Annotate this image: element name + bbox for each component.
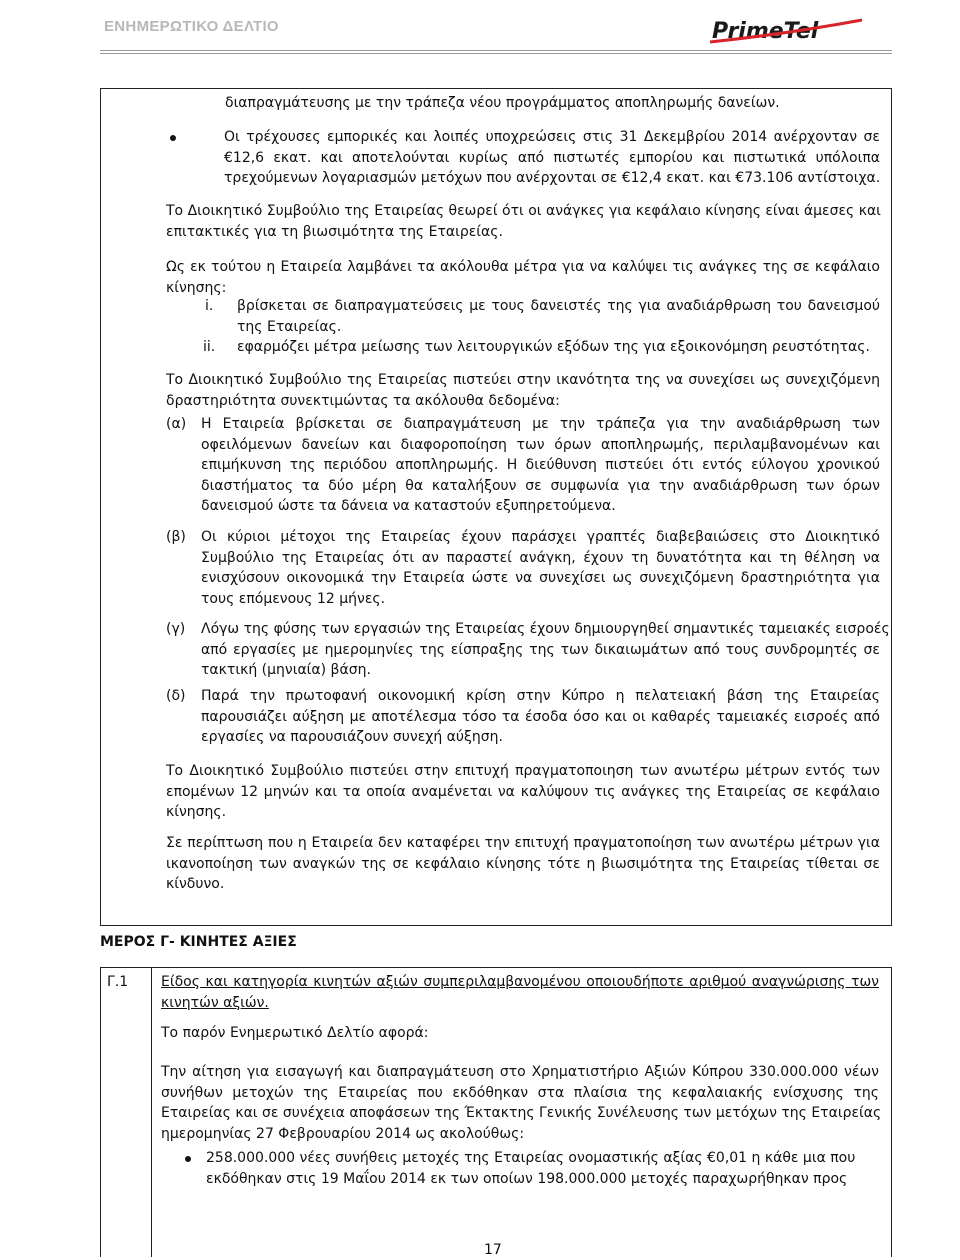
- item-beta: [201, 527, 880, 609]
- frame-border-bottom: [100, 925, 892, 926]
- text-line: κινητών αξιών.: [161, 994, 269, 1011]
- text-line: Το παρόν Ενημερωτικό Δελτίο αφορά:: [161, 1025, 429, 1041]
- text-line: Το Διοικητικό Συμβούλιο της Εταιρείας πιστεύει στην ικανότητα της να συνεχίσει ως συνεχιζόμενη: [166, 372, 880, 388]
- text-line: Την αίτηση για εισαγωγή και διαπραγμάτευση στο Χρηματιστήριο Αξιών Κύπρου 330.000.000 νέων: [161, 1064, 879, 1080]
- text-line: επιτακτικές για τη βιωσιμότητα της Εταιρείας.: [166, 223, 503, 240]
- text-line: €12,6 εκατ. και αποτελούνται κυρίως από πιστωτές εμπορίου και πιστωτικά υπόλοιπα: [224, 149, 880, 166]
- item-label: (α): [166, 416, 187, 432]
- text-line: βρίσκεται σε διαπραγματεύσεις με τους δανειστές της για αναδιάρθρωση του δανεισμού: [237, 298, 880, 314]
- text-line: επιμήκυνση της περιόδου αποπληρωμής. Η διεύθυνση πιστεύει ότι εντός εύλογου χρονικού: [201, 457, 880, 473]
- text-line: της Εταιρείας.: [237, 318, 342, 335]
- text-line: Σε περίπτωση που η Εταιρεία δεν καταφέρει την επιτυχή πραγματοποίηση των ανωτέρω μέτρων για: [166, 835, 880, 851]
- frame-border-top: [100, 88, 892, 89]
- paragraph-risk: [166, 833, 880, 895]
- text-line: συνήθων μετοχών της Εταιρείας που εκδόθηκαν στα πλαίσια της κεφαλαιακής ενίσχυσης της: [161, 1084, 879, 1101]
- text-line: ικανοποίηση των αναγκών της σε κεφάλαιο κίνησης τότε η βιωσιμότητα της Εταιρείας τίθεται σε: [166, 855, 880, 872]
- paragraph-listing-application: [161, 1062, 882, 1144]
- text-line: εφαρμόζει μέτρα μείωσης των λειτουργικών εξόδων της για εξοικονόμηση ρευστότητας.: [237, 339, 870, 355]
- text-line: Ως εκ τούτου η Εταιρεία λαμβάνει τα ακόλουθα μέτρα για να καλύψει τις ανάγκες της σε κεφάλαιο: [166, 259, 880, 275]
- text-line: τακτική (μηνιαία) βάση.: [201, 662, 371, 678]
- text-line: Εταιρείας και σε συνέχεια αποφάσεων της Έκτακτης Γενικής Συνέλευσης των μετόχων της Εταιρείας: [161, 1105, 882, 1121]
- item-delta: [201, 686, 880, 748]
- text-line: παρουσιάζει αύξηση με αποτέλεσμα τόσο τα έσοδα όσο και οι καθαρές ταμειακές εισροές από: [201, 708, 880, 725]
- text-line: δραστηριότητα συνεκτιμώντας τα ακόλουθα δεδομένα:: [166, 392, 560, 409]
- logo-wordmark: PrimeTel: [712, 19, 819, 44]
- text-line: δανεισμού ώστε τα δάνεια να καταστούν εξυπηρετούμενα.: [201, 498, 616, 514]
- text-line: διαπραγμάτευσης με την τράπεζα νέου προγράμματος αποπληρωμής δανείων.: [225, 95, 780, 111]
- text-line: από εργασίες με ημερομηνίες της είσπραξης της των δικαιωμάτων από τους συνδρομητές σε: [201, 641, 880, 658]
- table-border-left: [100, 967, 101, 1257]
- item-alpha: [201, 414, 880, 517]
- shares-issued-bullet: [206, 1148, 856, 1189]
- measure-item: [237, 296, 880, 337]
- paragraph-board-needs: [166, 201, 880, 242]
- item-label: (δ): [166, 688, 186, 704]
- frame-border-left: [100, 88, 101, 926]
- prospectus-intro: [161, 1023, 879, 1044]
- bullet-icon: [170, 135, 176, 141]
- text-line: Οι τρέχουσες εμπορικές και λοιπές υποχρεώσεις στις 31 Δεκεμβρίου 2014 ανέρχονταν σε: [224, 129, 880, 145]
- text-line: Λόγω της φύσης των εργασιών της Εταιρείας έχουν δημιουργηθεί σημαντικές ταμειακές εισροές: [201, 621, 890, 637]
- text-line: εργασίες να παρουσιάζουν συνεχή αύξηση.: [201, 729, 503, 745]
- text-line: κίνησης:: [166, 279, 227, 296]
- text-line: ενισχύσουν οικονομικά την Εταιρεία ώστε να συνεχίσει ως συνεχιζόμενη δραστηριότητα για: [201, 570, 880, 586]
- page-number: 17: [484, 1242, 502, 1258]
- row-number: Γ.1: [107, 974, 129, 990]
- text-line: Συμβούλιο της Εταιρείας ότι αν παραστεί ανάγκη, έχουν τη δυνατότητα και τη θέληση να: [201, 549, 880, 566]
- text-line: ημερομηνίας 27 Φεβρουαρίου 2014 ως ακολούθως:: [161, 1125, 525, 1142]
- paragraph-repayment-continuation: [225, 93, 865, 114]
- text-line: Το Διοικητικό Συμβούλιο πιστεύει στην επιτυχή πραγματοποιηση των ανωτέρω μέτρων εντός των: [166, 763, 880, 779]
- frame-border-right: [891, 88, 892, 926]
- text-line: οφειλόμενων δανείων και διαφοροποίηση των όρων αποπληρωμής, περιλαμβανομένων και: [201, 436, 880, 453]
- text-line: Παρά την πρωτοφανή οικονομική κρίση στην Κύπρο η πελατειακή βάση της Εταιρείας: [201, 688, 880, 704]
- securities-title: [161, 972, 879, 1013]
- paragraph-board-belief: [166, 761, 880, 823]
- table-border-top: [100, 967, 892, 968]
- measure-number: ii.: [203, 339, 216, 355]
- text-line: Η Εταιρεία βρίσκεται σε διαπραγμάτευση με την τράπεζα για την αναδιάρθρωση των: [201, 416, 880, 432]
- table-column-divider: [151, 967, 152, 1257]
- text-line: τους επόμενους 12 μήνες.: [201, 590, 386, 607]
- item-label: (γ): [166, 621, 186, 637]
- table-border-right: [891, 967, 892, 1257]
- text-line: εκδόθηκαν στις 19 Μαΐου 2014 εκ των οποίων 198.000.000 μετοχές παραχωρήθηκαν προς: [206, 1170, 848, 1187]
- measure-item: [237, 337, 880, 358]
- header-rule: [100, 50, 892, 51]
- measure-number: i.: [205, 298, 214, 314]
- document-header-title: ΕΝΗΜΕΡΩΤΙΚΟ ΔΕΛΤΙΟ: [104, 18, 279, 35]
- text-line: Το Διοικητικό Συμβούλιο της Εταιρείας θεωρεί ότι οι ανάγκες για κεφάλαιο κίνησης είναι άμεσες και: [166, 203, 881, 219]
- text-line: τρεχούμενων λογαριασμών μετόχων που ανέρχονται σε €12,4 εκατ. και €73.106 αντίστοιχα.: [224, 170, 881, 186]
- text-line: κίνδυνο.: [166, 876, 225, 892]
- text-line: κίνησης.: [166, 804, 227, 820]
- paragraph-measures-intro: [166, 257, 880, 298]
- item-gamma: [201, 619, 890, 681]
- section-heading: ΜΕΡΟΣ Γ- ΚΙΝΗΤΕΣ ΑΞΙΕΣ: [100, 934, 297, 950]
- text-line: διαστήματος τα δύο μέρη θα καταλήξουν σε συμφωνία για την αναδιάρθρωση των όρων: [201, 477, 880, 494]
- primetel-logo: [706, 14, 866, 46]
- text-line: Οι κύριοι μέτοχοι της Εταιρείας έχουν παράσχει γραπτές διαβεβαιώσεις στο Διοικητικό: [201, 529, 880, 545]
- bullet-icon: [185, 1156, 191, 1162]
- paragraph-going-concern: [166, 370, 880, 411]
- header-rule-2: [100, 53, 892, 54]
- text-line: Είδος και κατηγορία κινητών αξιών συμπεριλαμβανομένου οποιουδήποτε αριθμού αναγνώρισης των: [161, 974, 879, 990]
- paragraph-liabilities: [224, 127, 880, 189]
- text-line: επομένων 12 μηνών και τα οποία αναμένεται να καλύψουν τις ανάγκες της Εταιρείας σε κεφάλαιο: [166, 783, 880, 800]
- item-label: (β): [166, 529, 186, 545]
- text-line: 258.000.000 νέες συνήθεις μετοχές της Εταιρείας ονομαστικής αξίας €0,01 η κάθε μια που: [206, 1150, 856, 1166]
